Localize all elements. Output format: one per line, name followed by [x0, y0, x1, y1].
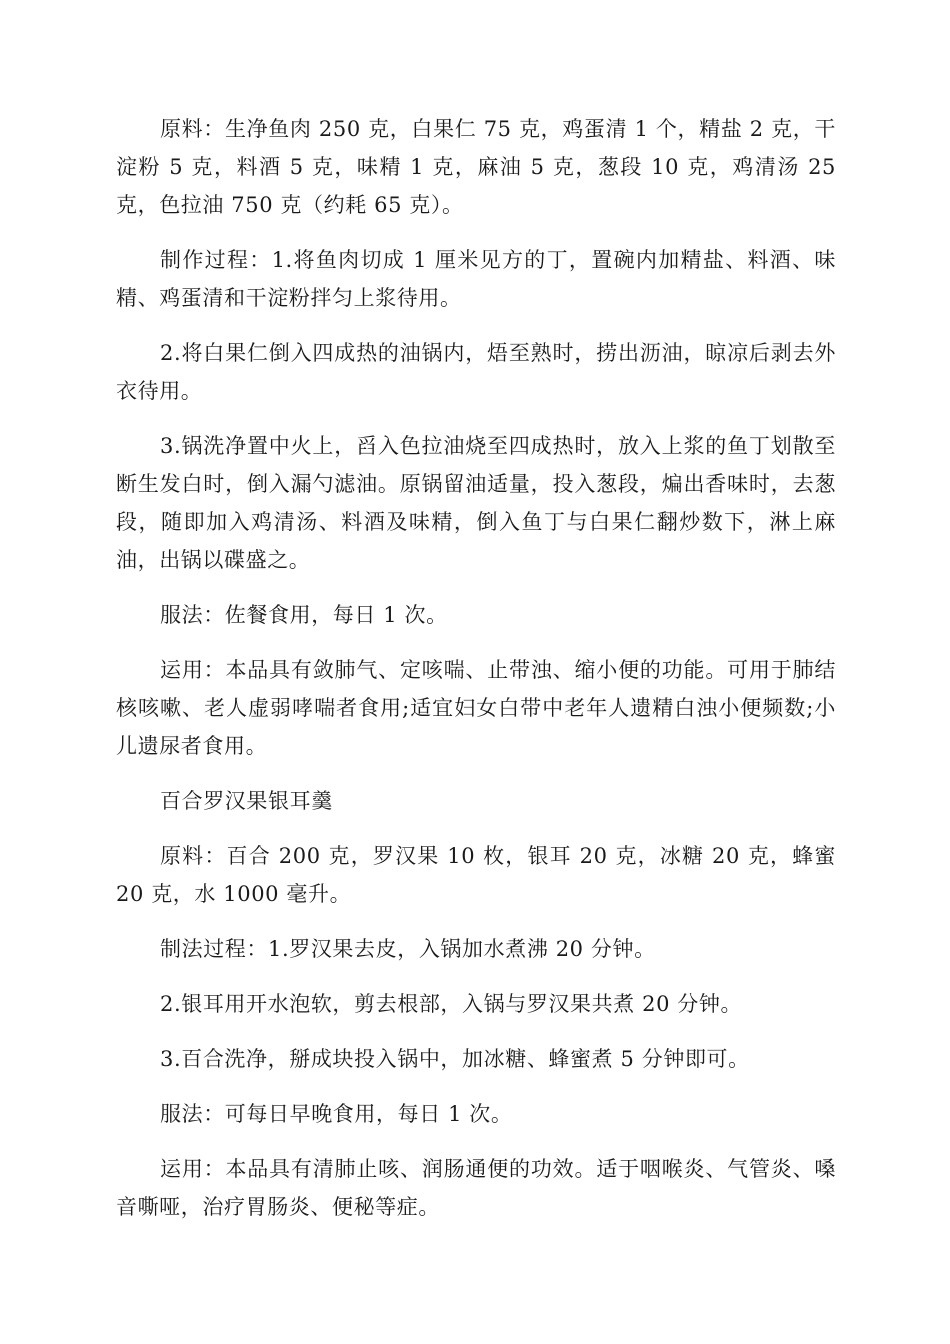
recipe-title: 百合罗汉果银耳羹 — [160, 789, 333, 813]
usage-paragraph-2: 运用：本品具有清肺止咳、润肠通便的功效。适于咽喉炎、气管炎、嗓音嘶哑，治疗胃肠炎、便秘等症。 — [116, 1157, 836, 1219]
preparation-step-3: 3.锅洗净置中火上，舀入色拉油烧至四成热时，放入上浆的鱼丁划散至断生发白时，倒入漏勺滤油。原锅留油适量，投入葱段，煸出香味时，去葱段，随即加入鸡清汤、料酒及味精，倒入鱼丁与白果仁翻炒数下，淋上麻油，出锅以碟盛之。 — [116, 434, 836, 572]
dosage-paragraph-2: 服法：可每日早晚食用，每日 1 次。 — [160, 1102, 513, 1126]
preparation-step-3-2: 3.百合洗净，掰成块投入锅中，加冰糖、蜂蜜煮 5 分钟即可。 — [160, 1047, 750, 1071]
preparation-step-1: 制作过程：1.将鱼肉切成 1 厘米见方的丁，置碗内加精盐、料酒、味精、鸡蛋清和干淀粉拌匀上浆待用。 — [116, 248, 836, 310]
preparation-step-2-2: 2.银耳用开水泡软，剪去根部，入锅与罗汉果共煮 20 分钟。 — [160, 992, 743, 1016]
preparation-step-2: 2.将白果仁倒入四成热的油锅内，焐至熟时，捞出沥油，晾凉后剥去外衣待用。 — [116, 341, 836, 403]
ingredients-paragraph-2: 原料：百合 200 克，罗汉果 10 枚，银耳 20 克，冰糖 20 克，蜂蜜 20 克，水 1000 毫升。 — [116, 844, 836, 906]
usage-paragraph: 运用：本品具有敛肺气、定咳喘、止带浊、缩小便的功能。可用于肺结核咳嗽、老人虚弱哮喘者食用;适宜妇女白带中老年人遗精白浊小便频数;小儿遗尿者食用。 — [116, 658, 836, 758]
dosage-paragraph: 服法：佐餐食用，每日 1 次。 — [160, 603, 448, 627]
ingredients-paragraph: 原料：生净鱼肉 250 克，白果仁 75 克，鸡蛋清 1 个，精盐 2 克，干淀粉 5 克，料酒 5 克，味精 1 克，麻油 5 克，葱段 10 克，鸡清汤 25 克，色拉油 750 克（约耗 65 克）。 — [116, 117, 836, 217]
preparation-step-1-2: 制法过程：1.罗汉果去皮，入锅加水煮沸 20 分钟。 — [160, 937, 656, 961]
document-page — [116, 110, 836, 1243]
